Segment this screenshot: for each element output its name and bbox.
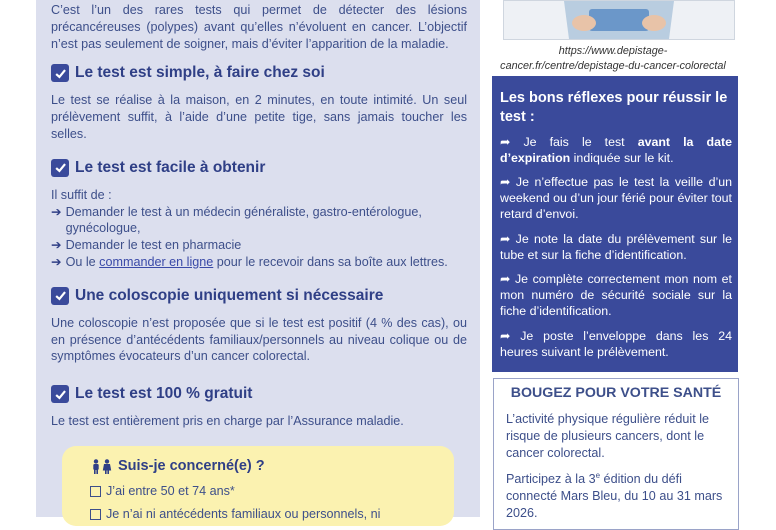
share-arrow-icon: ➦ — [500, 175, 516, 189]
order-online-link[interactable]: commander en ligne — [99, 254, 214, 269]
reflex-item: ➦ Je complète correctement mon nom et mon numéro de sécurité sociale sur la fiche d’identification. — [500, 272, 732, 318]
left-info-panel — [36, 0, 480, 517]
health-title: BOUGEZ POUR VOTRE SANTÉ — [510, 385, 722, 401]
list-item: ➔ Demander le test en pharmacie — [51, 238, 242, 253]
checkbox-checked-icon — [51, 159, 69, 177]
left-content — [51, 2, 467, 430]
reflex-item: ➦ Je note la date du prélèvement sur le tube et sur la fiche d’identification. — [500, 232, 733, 262]
section-free-text: Le test est entièrement pris en charge par l’Assurance maladie. — [51, 414, 404, 429]
arrow-right-icon: ➔ — [51, 204, 62, 219]
section-easy-lead: Il suffit de : — [51, 187, 112, 202]
section-simple-text: Le test se réalise à la maison, en 2 minutes, en toute intimité. Un seul prélèvement suffit, à l’aide d’une petite tige, sans jamais toucher les selles. — [51, 93, 467, 141]
section-easy-heading — [51, 159, 467, 177]
health-text: L’activité physique régulière réduit le risque de plusieurs cancers, dont le cancer colorectal. — [506, 412, 710, 460]
health-box — [493, 378, 739, 530]
health-event-text: Participez à la 3e édition du défi connecté Mars Bleu, du 10 au 31 mars 2026. — [506, 471, 723, 520]
checkbox-checked-icon — [51, 385, 69, 403]
section-simple-heading — [51, 64, 467, 82]
person-holding-kit-illustration — [504, 1, 734, 39]
list-item: ➔ Ou le commander en ligne pour le recevoir dans sa boîte aux lettres. — [51, 254, 448, 269]
checkbox-checked-icon — [51, 287, 69, 305]
concerned-item[interactable]: J’ai entre 50 et 74 ans* — [90, 484, 235, 498]
section-free-heading — [51, 385, 467, 403]
photo-caption: https://www.depistage-cancer.fr/centre/depistage-du-cancer-colorectal — [500, 45, 726, 72]
arrow-right-icon: ➔ — [51, 254, 62, 269]
reflex-item: ➦ Je fais le test avant la date d’expiration indiquée sur le kit. — [500, 135, 732, 165]
share-arrow-icon: ➦ — [500, 272, 515, 286]
list-item: ➔ Demander le test à un médecin généraliste, gastro-entérologue, gynécologue, — [51, 204, 422, 236]
concerned-title: Suis-je concerné(e) ? — [90, 458, 265, 474]
section-title: Le test est simple, à faire chez soi — [75, 64, 325, 82]
section-title: Une coloscopie uniquement si nécessaire — [75, 286, 384, 304]
section-colonoscopy-heading — [51, 287, 467, 305]
intro-paragraph: C’est l’un des rares tests qui permet de détecter des lésions précancéreuses (polypes) avant qu’elles n’évoluent en cancer. L’objectif n’est pas seulement de soigner, mais d’éviter l’apparition de la maladie. — [51, 3, 467, 51]
reflex-item: ➦ Je poste l’enveloppe dans les 24 heures suivant le prélèvement. — [500, 329, 733, 359]
share-arrow-icon: ➦ — [500, 329, 521, 343]
reflex-item: ➦ Je n’effectue pas le test la veille d’un weekend ou d’un jour férié pour éviter tout retard d’envoi. — [500, 175, 733, 221]
arrow-right-icon: ➔ — [51, 238, 62, 253]
share-arrow-icon: ➦ — [500, 135, 524, 149]
section-title: Le test est 100 % gratuit — [75, 385, 253, 403]
concerned-item[interactable]: Je n’ai ni antécédents familiaux ou personnels, ni — [90, 507, 380, 521]
photo-image — [503, 0, 735, 40]
checkbox-empty-icon[interactable] — [90, 486, 101, 497]
checkbox-empty-icon[interactable] — [90, 509, 101, 520]
section-colonoscopy-text: Une coloscopie n’est proposée que si le test est positif (4 % des cas), ou en présence d’antécédents familiaux/personnels au niveau colique ou de symptômes évocateurs d’un cancer colorectal. — [51, 315, 467, 364]
people-icon — [90, 459, 114, 474]
section-title: Le test est facile à obtenir — [75, 158, 266, 176]
reflexes-box — [492, 76, 738, 372]
reflexes-title: Les bons réflexes pour réussir le test : — [500, 90, 728, 125]
share-arrow-icon: ➦ — [500, 232, 516, 246]
concerned-box — [62, 446, 454, 526]
checkbox-checked-icon — [51, 64, 69, 82]
